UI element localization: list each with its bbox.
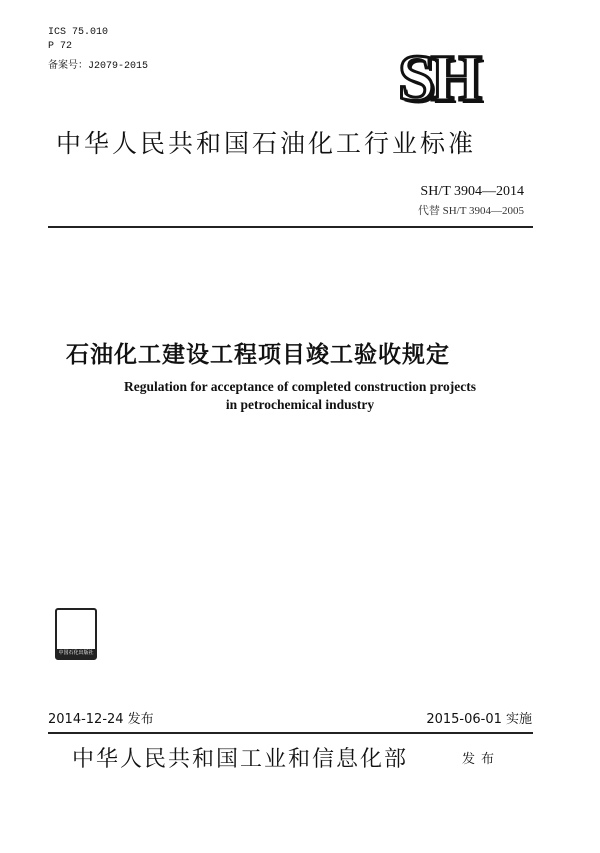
standard-code: SH/T 3904—2014 [420,184,524,199]
divider [48,732,533,734]
effective-date: 2015-06-01 实施 [426,712,532,727]
stamp-text: 中国石化出版社 [58,650,94,656]
title-chinese: 石油化工建设工程项目竣工验收规定 [66,342,450,368]
publisher: 中华人民共和国工业和信息化部 [72,747,409,772]
category-code: P 72 [48,41,73,52]
title-english-line-2: in petrochemical industry [225,397,375,412]
standard-type: 中华人民共和国石油化工行业标准 [56,129,477,158]
replaces-code: 代替 SH/T 3904—2005 [417,205,524,217]
publisher-label: 发布 [462,752,501,767]
divider [48,226,533,228]
filing-number: 备案号：J2079-2015 [48,61,149,72]
publisher-stamp [55,608,97,660]
issue-date: 2014-12-24 发布 [48,712,154,727]
sh-logo: SH [398,42,479,115]
ics-code: ICS 75.010 [48,27,109,38]
title-english-line-1: Regulation for acceptance of completed construction projects [124,379,476,394]
